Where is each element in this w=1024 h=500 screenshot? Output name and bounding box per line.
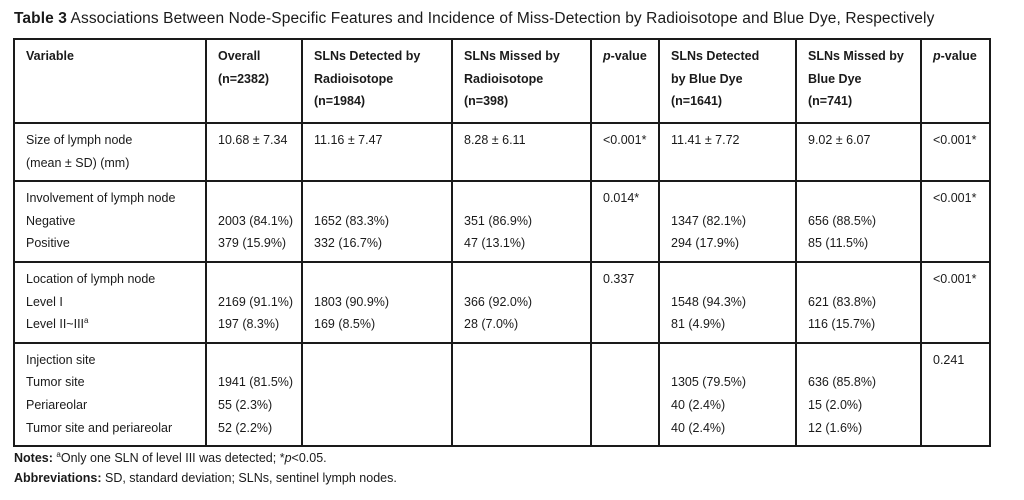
table-cell xyxy=(796,123,921,181)
table-cell xyxy=(659,181,796,262)
cell-value xyxy=(314,349,451,372)
table-cell xyxy=(796,181,921,262)
header-line: (n=1984) xyxy=(314,94,366,109)
column-header xyxy=(591,39,659,123)
table-notes xyxy=(14,448,397,488)
data-table xyxy=(13,38,991,447)
cell-value: <0.001* xyxy=(933,133,977,147)
header-line: Radioisotope xyxy=(314,71,394,86)
p-italic: p xyxy=(933,49,941,63)
table-section xyxy=(14,123,990,181)
footnote-marker: a xyxy=(84,316,89,325)
cell-value: 11.41 ± 7.72 xyxy=(671,133,740,147)
cell-value: 116 (15.7%) xyxy=(808,317,876,332)
table-cell xyxy=(302,262,452,343)
header-line: SLNs Detected by xyxy=(314,49,421,63)
row-label: Negative xyxy=(26,213,76,228)
table-cell xyxy=(591,262,659,343)
cell-value: 197 (8.3%) xyxy=(218,317,280,332)
cell-value xyxy=(603,210,658,233)
cell-value xyxy=(808,152,920,175)
cell-value: 52 (2.2%) xyxy=(218,420,273,435)
cell-value: 0.014* xyxy=(603,191,640,206)
cell-value xyxy=(464,187,590,210)
column-header xyxy=(14,39,206,123)
table-cell xyxy=(14,123,206,181)
cell-value xyxy=(218,268,301,291)
cell-value: 55 (2.3%) xyxy=(218,397,273,412)
cell-value xyxy=(464,268,590,291)
cell-value: 621 (83.8%) xyxy=(808,294,877,309)
table-cell xyxy=(452,343,591,446)
cell-value xyxy=(218,187,301,210)
cell-value: 0.241 xyxy=(933,352,965,367)
notes-superscript: a xyxy=(56,449,61,459)
row-label: Size of lymph node xyxy=(26,133,133,147)
cell-value xyxy=(933,394,989,417)
cell-value: 8.28 ± 6.11 xyxy=(464,133,526,147)
cell-value xyxy=(808,187,920,210)
cell-value: 1652 (83.3%) xyxy=(314,213,390,228)
cell-value: 656 (88.5%) xyxy=(808,213,877,228)
cell-value xyxy=(933,371,989,394)
cell-value xyxy=(464,417,590,440)
table-cell xyxy=(452,262,591,343)
table-cell xyxy=(206,262,302,343)
header-line: (n=2382) xyxy=(218,71,270,86)
table-cell xyxy=(452,123,591,181)
cell-value xyxy=(808,349,920,372)
row-label: Involvement of lymph node xyxy=(26,191,176,206)
cell-value xyxy=(218,152,301,175)
cell-value xyxy=(464,371,590,394)
notes-label: Notes: xyxy=(14,451,53,465)
cell-value: 11.16 ± 7.47 xyxy=(314,133,383,147)
table-label: Table 3 xyxy=(14,10,67,27)
cell-value xyxy=(314,268,451,291)
table-section xyxy=(14,181,990,262)
table-cell xyxy=(591,343,659,446)
cell-value xyxy=(464,349,590,372)
cell-value xyxy=(314,187,451,210)
cell-value: 1941 (81.5%) xyxy=(218,375,294,390)
table-cell xyxy=(14,343,206,446)
cell-value: 2169 (91.1%) xyxy=(218,294,294,309)
cell-value: 1548 (94.3%) xyxy=(671,294,747,309)
cell-value: 28 (7.0%) xyxy=(464,317,519,332)
table-cell xyxy=(14,181,206,262)
header-line: (n=398) xyxy=(464,94,509,109)
table-cell xyxy=(659,123,796,181)
cell-value xyxy=(671,268,795,291)
cell-value xyxy=(933,152,989,175)
cell-value: 12 (1.6%) xyxy=(808,420,863,435)
header-line: (n=741) xyxy=(808,94,853,109)
table-cell xyxy=(591,123,659,181)
cell-value xyxy=(314,152,451,175)
cell-value: 636 (85.8%) xyxy=(808,375,877,390)
header-line: SLNs Detected xyxy=(671,49,760,63)
row-label: Positive xyxy=(26,236,70,251)
table-title xyxy=(14,10,934,28)
table-cell xyxy=(206,181,302,262)
header-line: Radioisotope xyxy=(464,71,544,86)
header-line: Overall xyxy=(218,49,261,63)
cell-value: <0.001* xyxy=(603,133,647,147)
cell-value xyxy=(314,417,451,440)
column-header xyxy=(206,39,302,123)
notes-text: Only one SLN of level III was detected; * xyxy=(60,451,285,465)
cell-value: 40 (2.4%) xyxy=(671,420,726,435)
table-cell xyxy=(796,262,921,343)
p-italic: p xyxy=(603,49,611,63)
cell-value: 85 (11.5%) xyxy=(808,236,869,251)
row-label-text: Level II~III xyxy=(26,317,85,332)
cell-value xyxy=(671,349,795,372)
header-line: (n=1641) xyxy=(671,94,723,109)
cell-value: 47 (13.1%) xyxy=(464,236,526,251)
cell-value xyxy=(464,152,590,175)
header-row xyxy=(14,39,990,123)
cell-value: 1305 (79.5%) xyxy=(671,375,747,390)
cell-value: 1803 (90.9%) xyxy=(314,294,390,309)
table-cell xyxy=(921,262,990,343)
abbreviations-label: Abbreviations: xyxy=(14,471,102,485)
header-line xyxy=(933,45,989,68)
cell-value xyxy=(671,152,795,175)
cell-value xyxy=(933,291,989,314)
table-cell xyxy=(921,343,990,446)
abbreviations-text: SD, standard deviation; SLNs, sentinel lymph nodes. xyxy=(105,471,397,485)
column-header xyxy=(796,39,921,123)
table-cell xyxy=(206,123,302,181)
table-cell xyxy=(14,262,206,343)
table-cell xyxy=(921,181,990,262)
header-line: Blue Dye xyxy=(808,71,862,86)
cell-value: 10.68 ± 7.34 xyxy=(218,133,288,147)
notes-text-end: <0.05. xyxy=(291,451,327,465)
cell-value xyxy=(603,417,658,440)
cell-value xyxy=(808,268,920,291)
cell-value xyxy=(218,349,301,372)
cell-value xyxy=(603,371,658,394)
table-cell xyxy=(659,343,796,446)
row-label: Location of lymph node xyxy=(26,271,156,286)
cell-value: <0.001* xyxy=(933,191,977,206)
cell-value: 294 (17.9%) xyxy=(671,236,740,251)
cell-value xyxy=(671,187,795,210)
table-cell xyxy=(921,123,990,181)
table-cell xyxy=(659,262,796,343)
notes-p: p xyxy=(284,451,292,465)
cell-value xyxy=(603,394,658,417)
cell-value: 9.02 ± 6.07 xyxy=(808,133,871,147)
p-value-suffix: -value xyxy=(940,49,977,63)
header-line: SLNs Missed by xyxy=(464,49,560,63)
table-cell xyxy=(452,181,591,262)
cell-value: 351 (86.9%) xyxy=(464,213,533,228)
row-label: Injection site xyxy=(26,352,96,367)
cell-value xyxy=(314,394,451,417)
row-label: Tumor site xyxy=(26,375,85,390)
cell-value xyxy=(603,152,658,175)
column-header xyxy=(921,39,990,123)
table-cell xyxy=(206,343,302,446)
cell-value: 366 (92.0%) xyxy=(464,294,533,309)
header-line: SLNs Missed by xyxy=(808,49,904,63)
table-cell xyxy=(302,181,452,262)
cell-value xyxy=(603,232,658,255)
notes-line xyxy=(14,448,397,468)
table-cell xyxy=(796,343,921,446)
row-label: Tumor site and periareolar xyxy=(26,420,173,435)
cell-value: 2003 (84.1%) xyxy=(218,213,294,228)
abbreviations-line xyxy=(14,468,397,488)
cell-value: 0.337 xyxy=(603,271,635,286)
table-section xyxy=(14,343,990,446)
table-cell xyxy=(302,123,452,181)
row-label xyxy=(26,313,205,336)
table-cell xyxy=(302,343,452,446)
row-label: Periareolar xyxy=(26,397,88,412)
column-header xyxy=(302,39,452,123)
cell-value xyxy=(933,313,989,336)
cell-value xyxy=(603,291,658,314)
row-label: Level I xyxy=(26,294,63,309)
cell-value xyxy=(603,349,658,372)
cell-value: 15 (2.0%) xyxy=(808,397,863,412)
cell-value: <0.001* xyxy=(933,271,977,286)
cell-value xyxy=(314,371,451,394)
column-header xyxy=(659,39,796,123)
cell-value xyxy=(603,313,658,336)
column-header xyxy=(452,39,591,123)
header-line: by Blue Dye xyxy=(671,71,743,86)
table-cell xyxy=(591,181,659,262)
cell-value: 1347 (82.1%) xyxy=(671,213,747,228)
table-section xyxy=(14,262,990,343)
cell-value xyxy=(933,210,989,233)
cell-value xyxy=(464,394,590,417)
cell-value xyxy=(933,417,989,440)
table-caption: Associations Between Node-Specific Features and Incidence of Miss-Detection by Radioisotope and Blue Dye, Respectively xyxy=(70,10,935,27)
row-label: (mean ± SD) (mm) xyxy=(26,155,130,170)
cell-value xyxy=(933,232,989,255)
cell-value: 40 (2.4%) xyxy=(671,397,726,412)
p-value-suffix: -value xyxy=(610,49,647,63)
cell-value: 81 (4.9%) xyxy=(671,317,726,332)
cell-value: 169 (8.5%) xyxy=(314,317,376,332)
header-line xyxy=(603,45,658,68)
header-line: Variable xyxy=(26,49,74,63)
cell-value: 332 (16.7%) xyxy=(314,236,383,251)
cell-value: 379 (15.9%) xyxy=(218,236,287,251)
